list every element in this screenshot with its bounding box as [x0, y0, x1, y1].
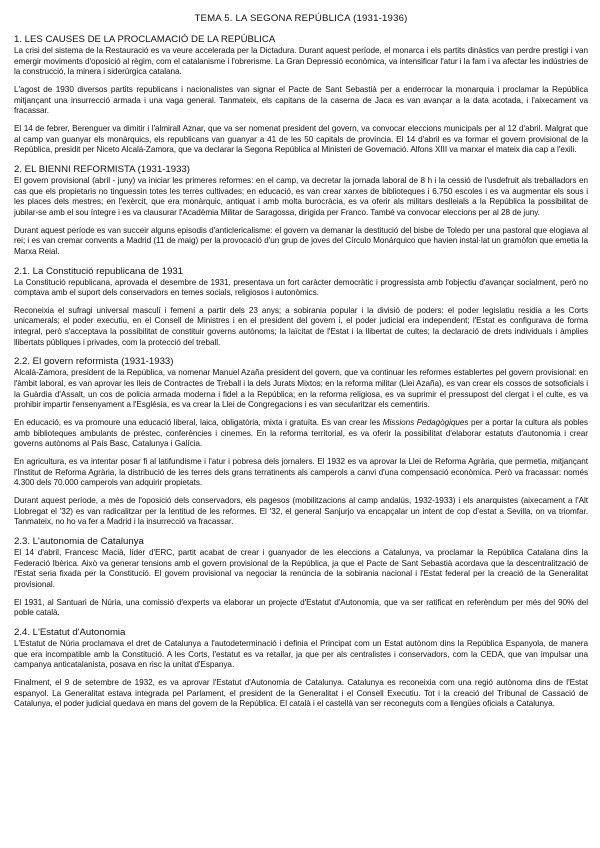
section-heading-2-1: 2.1. La Constitució republicana de 1931	[14, 265, 184, 277]
paragraph: L'Estatut de Núria proclamava el dret de Catalunya a l'autodeterminació i definia el Principat com un Estat autònom dins la República Espanyola, de manera que era incompatible amb la Constitució. A les Corts, l'estatut es va retallar, ja que per als centralistes i conservadors, com la CEDA, que van impulsar una campanya anticatalanista, posava en risc la unitat d'Espanya.	[14, 638, 588, 670]
section-heading-2-4: 2.4. L'Estatut d'Autonomia	[14, 626, 126, 638]
paragraph: En agricultura, es va intentar posar fi al latifundisme i l'atur i pobresa dels jornalers. El 1932 es va aprovar la Llei de Reforma Agrària, que permetia, mitjançant l'Institut de Reforma Agrària, la distribució de les terres dels grans terratinents als camperols a canvi d'una compensació econòmica. Però va fracassar: només 4.300 dels 70.000 camperols van adquirir propietats.	[14, 457, 588, 488]
paragraph: Finalment, el 9 de setembre de 1932, es va aprovar l'Estatut d'Autonomia de Catalunya. Catalunya es reconeixia com una regió autònoma dins de l'Estat espanyol. La Generalitat estava integrada pel Parlament, el president de la Generalitat i el Consell Executiu. Tot i la creació del Tribunal de Cassació de Catalunya, el poder judicial quedava en mans del govern de la República. El català i el castellà van ser reconeguts com a llengües oficials a Catalunya.	[14, 677, 588, 709]
paragraph: El govern provisional (abril - juny) va iniciar les primeres reformes: en el camp, va decretar la jornada laboral de 8 h i la cessió de l'usdefruit als treballadors en cas que els propietaris no tinguessin totes les terres cultivades; en educació, es van crear xarxes de biblioteques i 6.750 escoles i es va augmentar els sous i les places dels mestres; en l'exèrcit, que era monàrquic, antiquat i amb molta burocràcia, es va oferir als militars deslleials a la República la possibilitat de jubilar-se amb el sou íntegre i es va clausurar l'Acadèmia Militar de Saragossa, dirigida per Franco. També va convocar eleccions per al 28 de juny.	[14, 175, 588, 217]
section-heading-1: 1. LES CAUSES DE LA PROCLAMACIÓ DE LA REPÚBLICA	[14, 34, 276, 45]
paragraph: Alcalá-Zamora, president de la República, va nomenar Manuel Azaña president del govern, que va continuar les reformes establertes pel govern provisional: en l'àmbit laboral, es van aprovar les lleis de Contractes de Treball i la dels Jurats Mixtos; en la reforma militar (Llei Azaña), es van crear els cossos de sotsoficials i la Guàrdia d'Assalt, un cos de policia armada moderna i fidel a la República; en la reforma religiosa, es va suprimir el pressupost del clergat i el culte, es va prohibir impartir l'ensenyament a l'Església, es va crear la Llei de Congregacions i es van secularitzar els cementiris.	[14, 368, 588, 410]
paragraph	[14, 418, 588, 450]
section-heading-2: 2. EL BIENNI REFORMISTA (1931-1933)	[14, 163, 190, 175]
paragraph: El 14 d'abril, Francesc Macià, líder d'ERC, partit acabat de crear i guanyador de les eleccions a Catalunya, va proclamar la República Catalana dins la Federació Ibèrica. Això va generar tensions amb el govern provisional de la República, ja que el Pacte de Sant Sebastià acordava que la descentralització de l'Estat seria fixada per la Constitució. El govern provisional va negociar la renúncia de la sobirania nacional i l'Estat federal per la creació de la Generalitat provisional.	[14, 547, 588, 589]
document-title: TEMA 5. LA SEGONA REPÚBLICA (1931-1936)	[194, 13, 408, 24]
paragraph: La Constitució republicana, aprovada el desembre de 1931, presentava un fort caràcter democràtic i progressista amb l'objectiu d'avançar socialment, però no comptava amb el suport dels conservadors en temes socials, religiosos i autonòmics.	[14, 277, 588, 298]
paragraph: El 14 de febrer, Berenguer va dimitir i l'almirall Aznar, que va ser nomenat president del govern, va convocar eleccions municipals per al 12 d'abril. Malgrat que al camp van guanyar els monàrquics, els republicans van guanyar a 41 de les 50 capitals de província. El 14 d'abril es va formar el govern provisional de la República, presidit per Niceto Alcalá-Zamora, que va declarar la Segona República al Ministeri de Governació. Alfons XIII va marxar el mateix dia cap a l'exili.	[14, 123, 588, 155]
section-heading-2-2: 2.2. El govern reformista (1931-1933)	[14, 356, 174, 368]
paragraph: Durant aquest període, a més de l'oposició dels conservadors, els pagesos (mobilitzacions al camp andalús, 1932-1933) i els anarquistes (aixecament a l'Alt Llobregat el '32) es van radicalitzar per la lentitud de les reformes. El '32, el general Sanjurjo va encapçalar un intent de cop d'estat a Sevilla, on va triomfar. Tanmateix, no ho va fer a Madrid i la insurrecció va fracassar.	[14, 496, 588, 527]
paragraph: Reconeixia el sufragi universal masculí i femení a partir dels 23 anys; a sobirania popular i la divisió de poders: el poder legislatiu residia a les Corts unicamerals; el poder executiu, en el Consell de Ministres i en el president del govern i, el poder judicial era independent; l'Estat es configurava de forma integral, però s'acceptava la possibilitat de constituir governs autònoms; la laïcitat de l'Estat i la llibertat de cultes; la declaració de drets individuals i àmplies llibertats públiques i privades, com la protecció del treball.	[14, 305, 588, 347]
paragraph: El 1931, al Santuari de Núria, una comissió d'experts va elaborar un projecte d'Estatut d'Autonomia, que va ser ratificat en referèndum per més del 90% del poble català.	[14, 597, 588, 618]
paragraph: La crisi del sistema de la Restauració es va veure accelerada per la Dictadura. Durant aquest període, el monarca i els partits dinàstics van perdre prestigi i van emergir moviments d'oposició al règim, com el catalanisme i l'obrerisme. La Gran Depressió econòmica, va intensificar l'atur i la fam i va afectar les indústries de la construcció, la minera i siderúrgica catalana.	[14, 46, 588, 77]
emphasis-text: Missions Pedagògiques	[382, 418, 469, 428]
paragraph-text: En educació, es va promoure una educació liberal, laica, obligatòria, mixta i gratuïta. Es van crear les	[14, 418, 383, 428]
paragraph: Durant aquest període es van succeir alguns episodis d'anticlericalisme: el govern va demanar la destitució del bisbe de Toledo per una pastoral que elogiava al rei; i es van cremar convents a Madrid (11 de maig) per la provocació d'un grup de joves del Círculo Monárquico que havien instal·lat un gramòfon que emetia la Marxa Reial.	[14, 225, 588, 256]
paragraph-text: per a portar la cultura als pobles amb biblioteques ambulants de préstec, conferències i cinemes. En la reforma territorial, es va oferir la possibilitat d'elaborar estatuts d'autonomia i crear governs autònoms al País Basc, Catalunya i Galícia.	[14, 418, 588, 449]
section-heading-2-3: 2.3. L'autonomia de Catalunya	[14, 535, 144, 547]
paragraph: L'agost de 1930 diversos partits republicans i nacionalistes van signar el Pacte de Sant Sebastià per a enderrocar la monarquia i proclamar la República mitjançant una insurrecció armada i una vaga general. Tanmateix, els capitans de la caserna de Jaca es van avançar a la data acotada, i l'aixecament va fracassar.	[14, 84, 588, 116]
